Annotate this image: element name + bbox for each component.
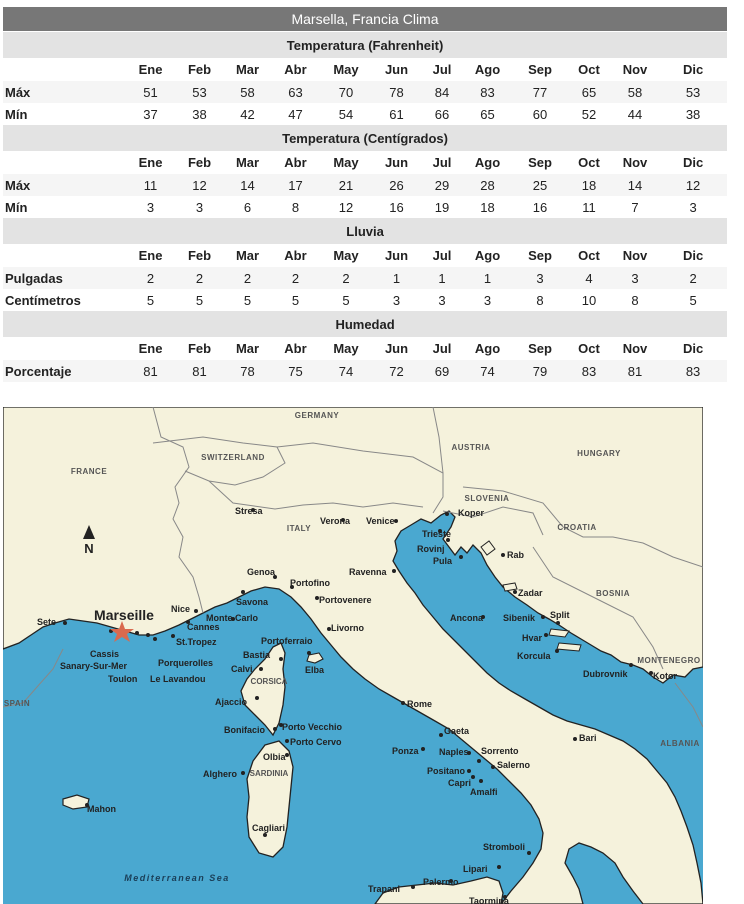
marseille-label: Marseille bbox=[94, 607, 154, 623]
city-label: Hvar bbox=[522, 633, 543, 643]
value-cell: 8 bbox=[513, 289, 567, 311]
value-cell: 72 bbox=[371, 360, 422, 382]
months-header-row bbox=[3, 151, 727, 174]
blank-cell bbox=[3, 337, 127, 360]
value-cell: 75 bbox=[270, 360, 321, 382]
island-label-corsica: CORSICA bbox=[250, 677, 288, 686]
value-cell: 3 bbox=[659, 196, 727, 218]
table-row bbox=[3, 267, 727, 289]
value-cell: 25 bbox=[513, 174, 567, 196]
city-label: Trieste bbox=[422, 529, 452, 539]
city-label: Bastia bbox=[243, 650, 271, 660]
value-cell: 63 bbox=[270, 81, 321, 103]
city-label: Cassis bbox=[90, 649, 120, 659]
city-label: Le Lavandou bbox=[150, 674, 206, 684]
value-cell: 7 bbox=[611, 196, 659, 218]
city-label: Korcula bbox=[517, 651, 551, 661]
month-header: Ago bbox=[462, 151, 513, 174]
value-cell: 70 bbox=[321, 81, 371, 103]
city-label: Genoa bbox=[247, 567, 276, 577]
value-cell: 2 bbox=[174, 267, 225, 289]
value-cell: 12 bbox=[321, 196, 371, 218]
country-label-france: FRANCE bbox=[70, 467, 108, 476]
value-cell: 16 bbox=[371, 196, 422, 218]
city-label: Ancona bbox=[450, 613, 484, 623]
value-cell: 12 bbox=[174, 174, 225, 196]
value-cell: 58 bbox=[225, 81, 270, 103]
city-label: Naples bbox=[439, 747, 469, 757]
blank-cell bbox=[3, 244, 127, 267]
value-cell: 14 bbox=[225, 174, 270, 196]
city-label: Cannes bbox=[187, 622, 220, 632]
month-header: May bbox=[321, 337, 371, 360]
table-row bbox=[3, 174, 727, 196]
climate-table bbox=[3, 32, 727, 382]
island-label-sardinia: SARDINIA bbox=[249, 769, 289, 778]
month-header: Ago bbox=[462, 58, 513, 81]
mediterranean-map bbox=[3, 407, 703, 904]
value-cell: 81 bbox=[127, 360, 174, 382]
city-label: Pula bbox=[433, 556, 453, 566]
row-label: Mín bbox=[3, 103, 127, 125]
month-header: Feb bbox=[174, 151, 225, 174]
country-label-montenegro: MONTENEGRO bbox=[637, 656, 701, 665]
month-header: Oct bbox=[567, 151, 611, 174]
value-cell: 83 bbox=[567, 360, 611, 382]
city-label: Bari bbox=[579, 733, 597, 743]
value-cell: 65 bbox=[462, 103, 513, 125]
value-cell: 4 bbox=[567, 267, 611, 289]
month-header: Ene bbox=[127, 337, 174, 360]
month-header: Abr bbox=[270, 151, 321, 174]
value-cell: 3 bbox=[462, 289, 513, 311]
month-header: Oct bbox=[567, 58, 611, 81]
city-label: Bonifacio bbox=[224, 725, 266, 735]
country-label-spain: SPAIN bbox=[3, 699, 31, 708]
month-header: Feb bbox=[174, 244, 225, 267]
value-cell: 51 bbox=[127, 81, 174, 103]
country-label-italy: ITALY bbox=[286, 524, 312, 533]
month-header: Abr bbox=[270, 244, 321, 267]
city-label: Calvi bbox=[231, 664, 253, 674]
map-svg bbox=[3, 407, 703, 904]
climate-table-title: Marsella, Francia Clima bbox=[3, 7, 727, 31]
month-header: May bbox=[321, 151, 371, 174]
value-cell: 5 bbox=[321, 289, 371, 311]
month-header: Jul bbox=[422, 337, 462, 360]
city-label: Rab bbox=[507, 550, 525, 560]
value-cell: 5 bbox=[659, 289, 727, 311]
city-label: Koper bbox=[458, 508, 485, 518]
month-header: Dic bbox=[659, 244, 727, 267]
value-cell: 54 bbox=[321, 103, 371, 125]
value-cell: 3 bbox=[371, 289, 422, 311]
section-header-row bbox=[3, 125, 727, 151]
value-cell: 8 bbox=[270, 196, 321, 218]
city-label: Portovenere bbox=[319, 595, 372, 605]
months-header-row bbox=[3, 58, 727, 81]
months-header-row bbox=[3, 244, 727, 267]
value-cell: 81 bbox=[611, 360, 659, 382]
city-label: Porto Cervo bbox=[290, 737, 342, 747]
month-header: Ago bbox=[462, 337, 513, 360]
value-cell: 6 bbox=[225, 196, 270, 218]
value-cell: 37 bbox=[127, 103, 174, 125]
month-header: Jul bbox=[422, 151, 462, 174]
section-header-row bbox=[3, 218, 727, 244]
month-header: Ene bbox=[127, 244, 174, 267]
city-label: Porto Vecchio bbox=[282, 722, 343, 732]
month-header: Mar bbox=[225, 244, 270, 267]
month-header: Nov bbox=[611, 58, 659, 81]
country-label-albania: ALBANIA bbox=[660, 739, 700, 748]
month-header: Feb bbox=[174, 58, 225, 81]
value-cell: 81 bbox=[174, 360, 225, 382]
value-cell: 69 bbox=[422, 360, 462, 382]
month-header: Mar bbox=[225, 58, 270, 81]
value-cell: 5 bbox=[270, 289, 321, 311]
month-header: Jun bbox=[371, 337, 422, 360]
value-cell: 18 bbox=[567, 174, 611, 196]
month-header: Nov bbox=[611, 244, 659, 267]
value-cell: 3 bbox=[174, 196, 225, 218]
city-label: Verona bbox=[320, 516, 351, 526]
month-header: Abr bbox=[270, 337, 321, 360]
city-label: Capri bbox=[448, 778, 472, 788]
city-label: Sorrento bbox=[481, 746, 519, 756]
value-cell: 5 bbox=[225, 289, 270, 311]
table-row bbox=[3, 103, 727, 125]
row-label: Máx bbox=[3, 81, 127, 103]
city-label: Trapani bbox=[368, 884, 401, 894]
value-cell: 77 bbox=[513, 81, 567, 103]
row-label: Centímetros bbox=[3, 289, 127, 311]
climate-table-body bbox=[3, 32, 727, 382]
month-header: Dic bbox=[659, 58, 727, 81]
month-header: Oct bbox=[567, 337, 611, 360]
value-cell: 2 bbox=[321, 267, 371, 289]
value-cell: 10 bbox=[567, 289, 611, 311]
city-label: Portoferraio bbox=[261, 636, 313, 646]
value-cell: 3 bbox=[422, 289, 462, 311]
section-title: Temperatura (Fahrenheit) bbox=[3, 32, 727, 58]
value-cell: 14 bbox=[611, 174, 659, 196]
value-cell: 3 bbox=[127, 196, 174, 218]
months-header-row bbox=[3, 337, 727, 360]
city-label: Gaeta bbox=[444, 726, 470, 736]
value-cell: 1 bbox=[422, 267, 462, 289]
city-label: Split bbox=[550, 610, 570, 620]
month-header: Jun bbox=[371, 151, 422, 174]
value-cell: 28 bbox=[462, 174, 513, 196]
city-label: Taormina bbox=[469, 896, 509, 904]
city-label: St.Tropez bbox=[176, 637, 217, 647]
value-cell: 16 bbox=[513, 196, 567, 218]
section-header-row bbox=[3, 32, 727, 58]
value-cell: 2 bbox=[225, 267, 270, 289]
value-cell: 5 bbox=[174, 289, 225, 311]
value-cell: 66 bbox=[422, 103, 462, 125]
value-cell: 3 bbox=[611, 267, 659, 289]
month-header: Sep bbox=[513, 58, 567, 81]
city-label: Porquerolles bbox=[158, 658, 214, 668]
value-cell: 84 bbox=[422, 81, 462, 103]
row-label: Porcentaje bbox=[3, 360, 127, 382]
city-label: Ponza bbox=[392, 746, 419, 756]
month-header: Jul bbox=[422, 244, 462, 267]
value-cell: 18 bbox=[462, 196, 513, 218]
value-cell: 5 bbox=[127, 289, 174, 311]
table-row bbox=[3, 289, 727, 311]
value-cell: 83 bbox=[659, 360, 727, 382]
value-cell: 78 bbox=[225, 360, 270, 382]
city-label: Venice bbox=[366, 516, 395, 526]
city-label: Dubrovnik bbox=[583, 669, 628, 679]
city-label: Portofino bbox=[290, 578, 330, 588]
value-cell: 61 bbox=[371, 103, 422, 125]
month-header: Nov bbox=[611, 337, 659, 360]
value-cell: 26 bbox=[371, 174, 422, 196]
value-cell: 74 bbox=[462, 360, 513, 382]
value-cell: 21 bbox=[321, 174, 371, 196]
month-header: Dic bbox=[659, 151, 727, 174]
value-cell: 52 bbox=[567, 103, 611, 125]
value-cell: 19 bbox=[422, 196, 462, 218]
value-cell: 1 bbox=[371, 267, 422, 289]
row-label: Pulgadas bbox=[3, 267, 127, 289]
section-title: Lluvia bbox=[3, 218, 727, 244]
city-label: Stresa bbox=[235, 506, 263, 516]
city-label: Livorno bbox=[331, 623, 364, 633]
month-header: Ene bbox=[127, 151, 174, 174]
city-label: Nice bbox=[171, 604, 191, 614]
value-cell: 60 bbox=[513, 103, 567, 125]
city-label: Lipari bbox=[463, 864, 488, 874]
month-header: Jun bbox=[371, 58, 422, 81]
city-label: Sibenik bbox=[503, 613, 536, 623]
value-cell: 47 bbox=[270, 103, 321, 125]
month-header: Ene bbox=[127, 58, 174, 81]
city-label: Elba bbox=[305, 665, 325, 675]
country-label-germany: GERMANY bbox=[294, 411, 340, 420]
value-cell: 17 bbox=[270, 174, 321, 196]
city-label: Amalfi bbox=[470, 787, 498, 797]
section-title: Temperatura (Centígrados) bbox=[3, 125, 727, 151]
city-label: Kotor bbox=[653, 671, 677, 681]
value-cell: 79 bbox=[513, 360, 567, 382]
country-label-slovenia: SLOVENIA bbox=[464, 494, 510, 503]
value-cell: 38 bbox=[174, 103, 225, 125]
city-label: Salerno bbox=[497, 760, 531, 770]
city-label: Sanary-Sur-Mer bbox=[60, 661, 128, 671]
city-label: Sete bbox=[37, 617, 57, 627]
value-cell: 29 bbox=[422, 174, 462, 196]
month-header: Abr bbox=[270, 58, 321, 81]
value-cell: 11 bbox=[127, 174, 174, 196]
value-cell: 42 bbox=[225, 103, 270, 125]
svg-text:N: N bbox=[84, 541, 94, 556]
value-cell: 83 bbox=[462, 81, 513, 103]
value-cell: 58 bbox=[611, 81, 659, 103]
month-header: Nov bbox=[611, 151, 659, 174]
month-header: Sep bbox=[513, 244, 567, 267]
value-cell: 11 bbox=[567, 196, 611, 218]
value-cell: 53 bbox=[659, 81, 727, 103]
table-row bbox=[3, 360, 727, 382]
section-header-row bbox=[3, 311, 727, 337]
value-cell: 38 bbox=[659, 103, 727, 125]
city-label: Cagliari bbox=[252, 823, 286, 833]
row-label: Mín bbox=[3, 196, 127, 218]
city-label: Alghero bbox=[203, 769, 238, 779]
value-cell: 2 bbox=[659, 267, 727, 289]
city-label: Ajaccio bbox=[215, 697, 248, 707]
city-label: Ravenna bbox=[349, 567, 387, 577]
city-label: Savona bbox=[236, 597, 269, 607]
month-header: Dic bbox=[659, 337, 727, 360]
sea-label: Mediterranean Sea bbox=[124, 873, 230, 883]
blank-cell bbox=[3, 151, 127, 174]
month-header: Mar bbox=[225, 337, 270, 360]
city-label: Monte Carlo bbox=[206, 613, 259, 623]
value-cell: 65 bbox=[567, 81, 611, 103]
country-label-bosnia: BOSNIA bbox=[595, 589, 631, 598]
month-header: May bbox=[321, 244, 371, 267]
value-cell: 12 bbox=[659, 174, 727, 196]
value-cell: 2 bbox=[270, 267, 321, 289]
month-header: Feb bbox=[174, 337, 225, 360]
value-cell: 78 bbox=[371, 81, 422, 103]
month-header: Oct bbox=[567, 244, 611, 267]
value-cell: 74 bbox=[321, 360, 371, 382]
month-header: Ago bbox=[462, 244, 513, 267]
value-cell: 53 bbox=[174, 81, 225, 103]
city-label: Rovinj bbox=[417, 544, 445, 554]
month-header: Mar bbox=[225, 151, 270, 174]
section-title: Humedad bbox=[3, 311, 727, 337]
city-label: Rome bbox=[407, 699, 433, 709]
country-label-switzerland: SWITZERLAND bbox=[201, 453, 265, 462]
city-label: Mahon bbox=[87, 804, 116, 814]
month-header: Sep bbox=[513, 151, 567, 174]
country-label-austria: AUSTRIA bbox=[451, 443, 491, 452]
city-label: Toulon bbox=[108, 674, 138, 684]
city-label: Palermo bbox=[423, 877, 459, 887]
month-header: May bbox=[321, 58, 371, 81]
city-label: Positano bbox=[427, 766, 466, 776]
month-header: Sep bbox=[513, 337, 567, 360]
city-label: Olbia bbox=[263, 752, 286, 762]
value-cell: 1 bbox=[462, 267, 513, 289]
city-label: Zadar bbox=[518, 588, 543, 598]
value-cell: 44 bbox=[611, 103, 659, 125]
country-label-croatia: CROATIA bbox=[557, 523, 597, 532]
row-label: Máx bbox=[3, 174, 127, 196]
month-header: Jul bbox=[422, 58, 462, 81]
value-cell: 8 bbox=[611, 289, 659, 311]
month-header: Jun bbox=[371, 244, 422, 267]
table-row bbox=[3, 196, 727, 218]
blank-cell bbox=[3, 58, 127, 81]
country-label-hungary: HUNGARY bbox=[577, 449, 621, 458]
table-row bbox=[3, 81, 727, 103]
value-cell: 3 bbox=[513, 267, 567, 289]
city-label: Stromboli bbox=[483, 842, 525, 852]
value-cell: 2 bbox=[127, 267, 174, 289]
